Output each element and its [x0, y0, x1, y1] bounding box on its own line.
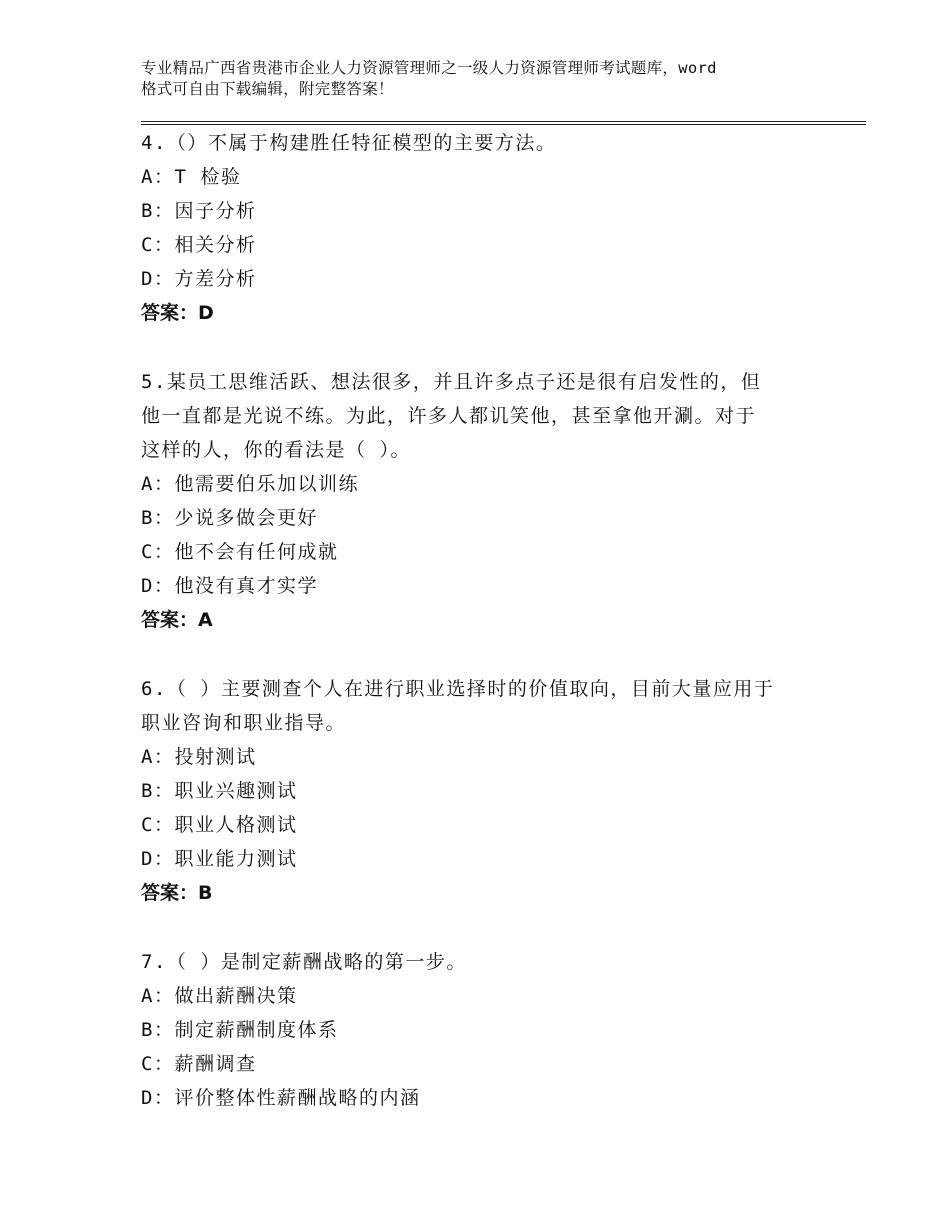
question-7 [141, 945, 821, 1115]
option-c: C：薪酬调查 [141, 1053, 257, 1075]
option-b: B：少说多做会更好 [141, 507, 318, 529]
option-b: B：职业兴趣测试 [141, 780, 298, 802]
question-stem-line-3: 这样的人，你的看法是（ ）。 [141, 439, 411, 461]
answer-label: 答案： [141, 302, 199, 324]
option-a: A：T 检验 [141, 166, 242, 188]
answer-line [141, 296, 821, 330]
option-d: D：他没有真才实学 [141, 575, 318, 597]
option-c: C：相关分析 [141, 234, 257, 256]
question-stem: 4.（）不属于构建胜任特征模型的主要方法。 [141, 132, 557, 154]
option-c: C：他不会有任何成就 [141, 541, 339, 563]
answer-label: 答案： [141, 609, 199, 631]
answer-line [141, 603, 821, 637]
option-a: A：他需要伯乐加以训练 [141, 473, 359, 495]
answer-value: B [198, 882, 213, 904]
document-header [141, 58, 841, 100]
option-a: A：做出薪酬决策 [141, 985, 298, 1007]
question-stem-line-2: 职业咨询和职业指导。 [141, 712, 347, 734]
answer-value: D [198, 302, 214, 324]
question-6 [141, 672, 821, 910]
answer-value: A [198, 609, 213, 631]
option-d: D：方差分析 [141, 268, 257, 290]
question-stem: 7.（ ）是制定薪酬战略的第一步。 [141, 951, 467, 973]
question-stem-line-1: 5.某员工思维活跃、想法很多，并且许多点子还是很有启发性的，但 [141, 371, 762, 393]
option-d: D：职业能力测试 [141, 848, 298, 870]
header-divider-double [141, 124, 866, 125]
header-line-1: 专业精品广西省贵港市企业人力资源管理师之一级人力资源管理师考试题库，word [141, 59, 717, 77]
option-c: C：职业人格测试 [141, 814, 298, 836]
option-b: B：制定薪酬制度体系 [141, 1019, 339, 1041]
option-a: A：投射测试 [141, 746, 257, 768]
option-b: B：因子分析 [141, 200, 257, 222]
question-4 [141, 126, 821, 330]
question-stem-line-1: 6.（ ）主要测查个人在进行职业选择时的价值取向，目前大量应用于 [141, 678, 775, 700]
header-line-2: 格式可自由下载编辑，附完整答案！ [141, 80, 394, 98]
answer-label: 答案： [141, 882, 199, 904]
option-d: D：评价整体性薪酬战略的内涵 [141, 1087, 421, 1109]
header-divider [141, 121, 866, 122]
question-5 [141, 365, 821, 637]
answer-line [141, 876, 821, 910]
question-stem-line-2: 他一直都是光说不练。为此，许多人都讥笑他，甚至拿他开涮。对于 [141, 405, 757, 427]
